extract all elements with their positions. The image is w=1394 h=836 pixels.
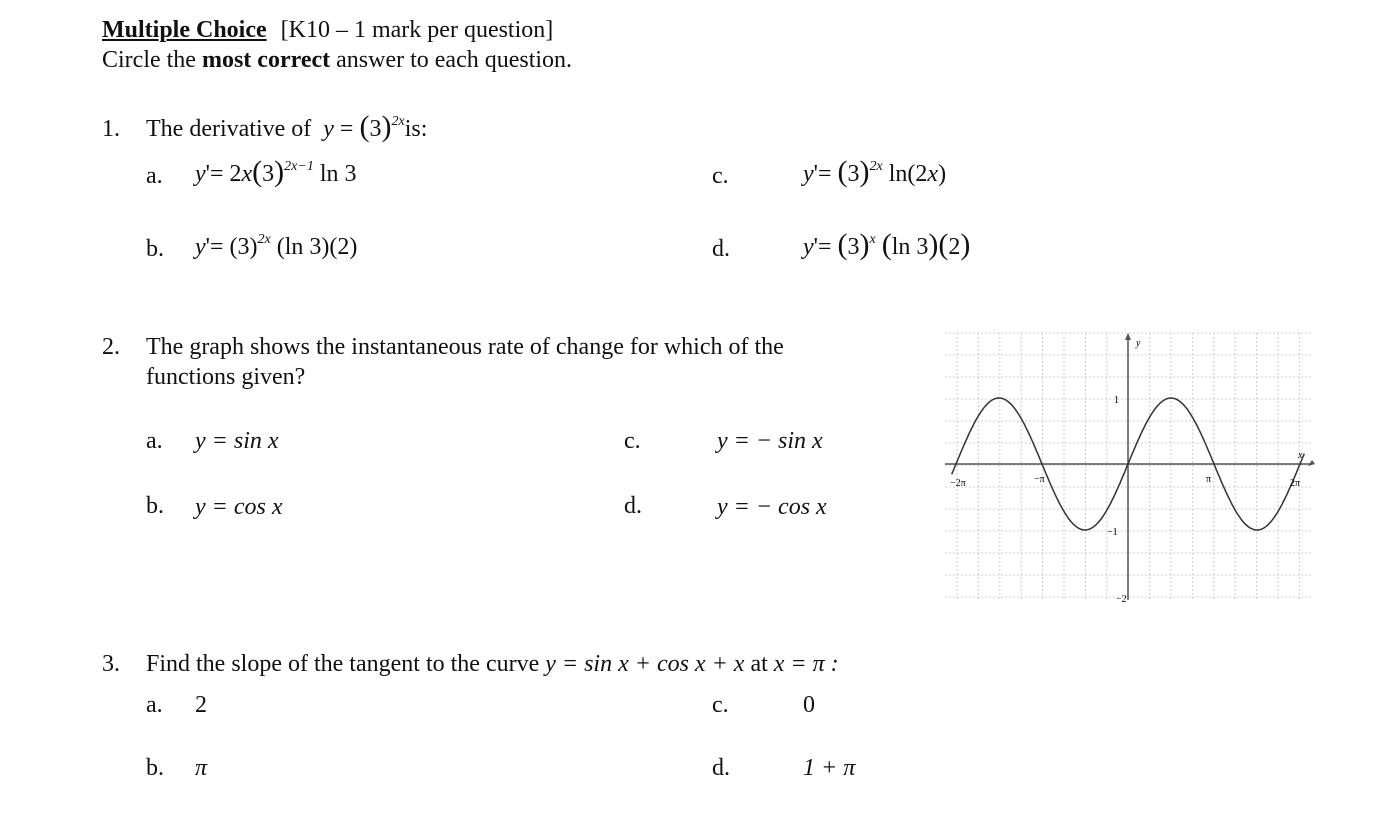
- q2-option-d-letter[interactable]: d.: [624, 493, 642, 519]
- q1-option-c[interactable]: $y'= (3)^{2x}$ ln(2x): [803, 155, 947, 188]
- tick-label-y1: 1: [1114, 395, 1119, 406]
- section-title: Multiple Choice: [102, 17, 267, 43]
- q1-option-a-letter[interactable]: a.: [146, 163, 163, 189]
- q1-function: $y = (3)^{2x}$: [317, 110, 405, 143]
- header-title-line: [102, 17, 553, 44]
- y-axis-label: y: [1136, 338, 1141, 349]
- tick-label-pi: π: [1206, 474, 1212, 485]
- q2-option-b-letter[interactable]: b.: [146, 493, 164, 519]
- q2-option-a[interactable]: y = sin x: [195, 428, 279, 454]
- y-axis-arrow: [1125, 333, 1131, 340]
- q2-option-c[interactable]: y = − sin x: [717, 428, 823, 454]
- q1-stem: [146, 110, 428, 143]
- q3-option-a-letter[interactable]: a.: [146, 692, 163, 718]
- q2-option-d[interactable]: y = − cos x: [717, 494, 827, 520]
- q3-equation: y = sin x + cos x + x: [545, 651, 745, 677]
- q2-stem-line1: The graph shows the instantaneous rate of change for which of the: [146, 334, 784, 360]
- q1-option-b[interactable]: $y'= (3)^{2x}$ (ln 3)(2): [195, 232, 358, 260]
- x-axis-arrow: [1308, 460, 1315, 466]
- q3-option-a[interactable]: 2: [195, 692, 207, 718]
- q1-option-d[interactable]: $y'= (3)^x$ (ln 3)(2): [803, 228, 971, 261]
- q3-option-b[interactable]: π: [195, 755, 208, 781]
- instructions: [102, 47, 572, 74]
- instructions-post: answer to each question.: [330, 47, 573, 73]
- q3-stem-pre: Find the slope of the tangent to the curve: [146, 651, 540, 677]
- q3-condition: x = π :: [773, 651, 839, 677]
- instructions-pre: Circle the: [102, 47, 202, 73]
- tick-label-ym2: −2: [1116, 594, 1127, 602]
- q1-option-d-letter[interactable]: d.: [712, 236, 730, 262]
- q2-option-b[interactable]: y = cos x: [195, 494, 283, 520]
- q1-option-c-letter[interactable]: c.: [712, 163, 729, 189]
- q2-option-a-letter[interactable]: a.: [146, 428, 163, 454]
- tick-label-m2pi: −2π: [950, 478, 966, 489]
- q2-option-c-letter[interactable]: c.: [624, 428, 641, 454]
- q3-at: at: [750, 651, 768, 677]
- q3-number: 3.: [102, 651, 120, 677]
- x-axis-label: x: [1298, 450, 1303, 461]
- tick-label-2pi: 2π: [1290, 478, 1301, 489]
- q2-graph: [940, 330, 1315, 602]
- q3-option-c-letter[interactable]: c.: [712, 692, 729, 718]
- q3-option-b-letter[interactable]: b.: [146, 755, 164, 781]
- q1-stem-post: is:: [404, 116, 428, 142]
- q1-stem-pre: The derivative of: [146, 116, 312, 142]
- instructions-bold: most correct: [201, 47, 331, 73]
- q3-option-d-letter[interactable]: d.: [712, 755, 730, 781]
- tick-label-ym1: −1: [1107, 527, 1118, 538]
- tick-label-mpi: −π: [1034, 474, 1045, 485]
- marks-note: [K10 – 1 mark per question]: [280, 17, 554, 43]
- q1-option-b-letter[interactable]: b.: [146, 236, 164, 262]
- q2-stem-line2: functions given?: [146, 364, 306, 390]
- q3-stem: [146, 651, 839, 678]
- q3-option-c[interactable]: 0: [803, 692, 815, 718]
- q1-number: 1.: [102, 116, 120, 142]
- q1-option-a[interactable]: $y'= 2x(3)^{2x-1}$ ln 3: [195, 155, 357, 188]
- q3-option-d[interactable]: 1 + π: [803, 755, 856, 781]
- q2-number: 2.: [102, 334, 120, 360]
